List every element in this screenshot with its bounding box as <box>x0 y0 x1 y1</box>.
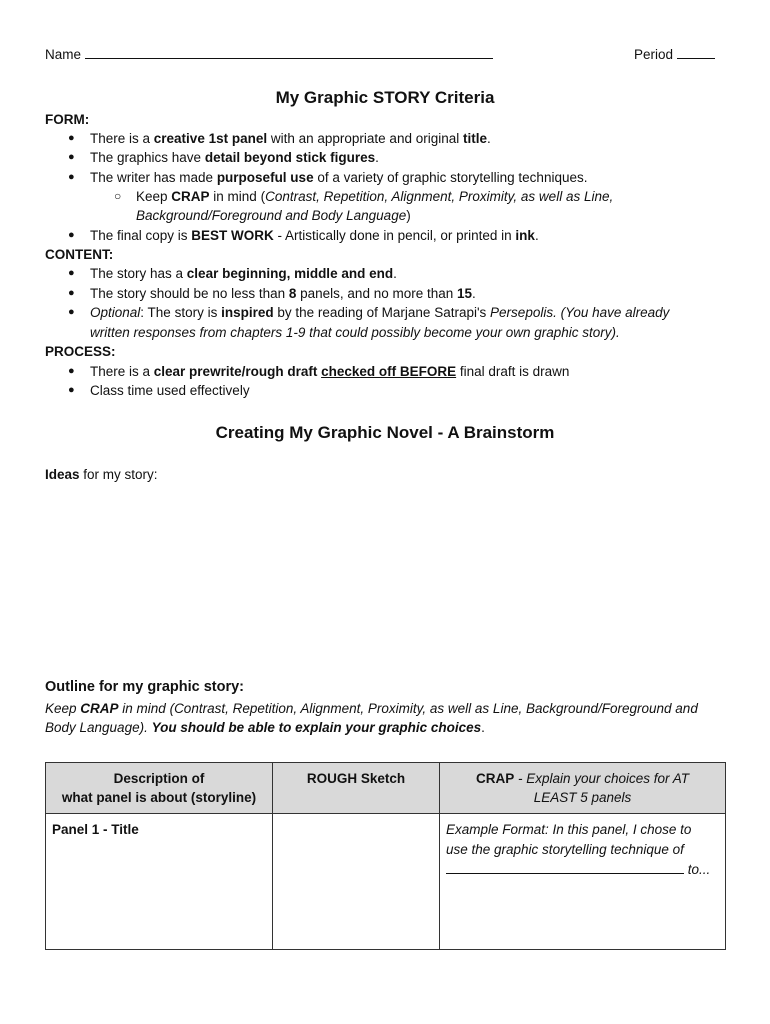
bullet-icon: ● <box>68 132 75 144</box>
ideas-writing-area[interactable] <box>45 488 726 668</box>
panel-1-sketch-cell[interactable] <box>273 814 440 950</box>
form-subitem-crap-cont: Background/Foreground and Body Language) <box>136 208 411 223</box>
hollow-bullet-icon: ○ <box>114 189 122 203</box>
process-heading: PROCESS: <box>45 344 116 359</box>
bullet-icon: ● <box>68 365 75 377</box>
col-header-crap: CRAP - Explain your choices for AT LEAST 5 panels <box>440 763 726 814</box>
ideas-label: Ideas for my story: <box>45 467 158 482</box>
process-item-2: ● Class time used effectively <box>68 383 250 398</box>
bullet-icon: ● <box>68 267 75 279</box>
panel-1-crap-cell[interactable]: Example Format: In this panel, I chose to use the graphic storytelling technique of to... <box>440 814 726 950</box>
process-item-1: ● There is a clear prewrite/rough draft checked off BEFORE final draft is drawn <box>68 364 570 379</box>
outline-desc-line1: Keep CRAP in mind (Contrast, Repetition, Alignment, Proximity, as well as Line, Background/Foreground and <box>45 701 698 716</box>
form-subitem-crap: ○ Keep CRAP in mind (Contrast, Repetition, Alignment, Proximity, as well as Line, <box>114 189 614 204</box>
explain-blank[interactable] <box>446 861 684 874</box>
form-heading: FORM: <box>45 112 90 127</box>
form-item-4: ● The final copy is BEST WORK - Artistically done in pencil, or printed in ink. <box>68 228 539 243</box>
col-header-description: Description of what panel is about (storyline) <box>46 763 273 814</box>
period-blank[interactable] <box>677 46 715 59</box>
content-item-2: ● The story should be no less than 8 panels, and no more than 15. <box>68 286 476 301</box>
bullet-icon: ● <box>68 151 75 163</box>
criteria-title: My Graphic STORY Criteria <box>275 88 495 107</box>
bullet-icon: ● <box>68 306 75 318</box>
col-header-sketch: ROUGH Sketch <box>273 763 440 814</box>
bullet-icon: ● <box>68 229 75 241</box>
content-item-1: ● The story has a clear beginning, middle and end. <box>68 266 397 281</box>
form-item-1: ● There is a creative 1st panel with an appropriate and original title. <box>68 131 491 146</box>
outline-table <box>45 762 726 950</box>
content-item-3-cont: written responses from chapters 1-9 that could possibly become your own graphic story). <box>90 325 620 340</box>
form-item-3: ● The writer has made purposeful use of a variety of graphic storytelling techniques. <box>68 170 588 185</box>
outline-desc-line2: Body Language). You should be able to explain your graphic choices. <box>45 720 485 735</box>
name-label: Name <box>45 47 82 62</box>
outline-heading: Outline for my graphic story: <box>45 679 244 695</box>
brainstorm-title: Creating My Graphic Novel - A Brainstorm <box>215 423 555 442</box>
form-item-2: ● The graphics have detail beyond stick figures. <box>68 150 379 165</box>
bullet-icon: ● <box>68 287 75 299</box>
bullet-icon: ● <box>68 171 75 183</box>
table-row <box>46 814 726 950</box>
table-header-row <box>46 763 726 814</box>
period-line <box>634 45 715 64</box>
panel-1-description-cell[interactable]: Panel 1 - Title <box>46 814 273 950</box>
period-label: Period <box>634 47 674 62</box>
bullet-icon: ● <box>68 384 75 396</box>
content-heading: CONTENT: <box>45 247 114 262</box>
name-line <box>45 45 493 64</box>
content-item-3: ● Optional: The story is inspired by the reading of Marjane Satrapi's Persepolis. (You have already <box>68 305 670 320</box>
name-blank[interactable] <box>85 46 493 59</box>
